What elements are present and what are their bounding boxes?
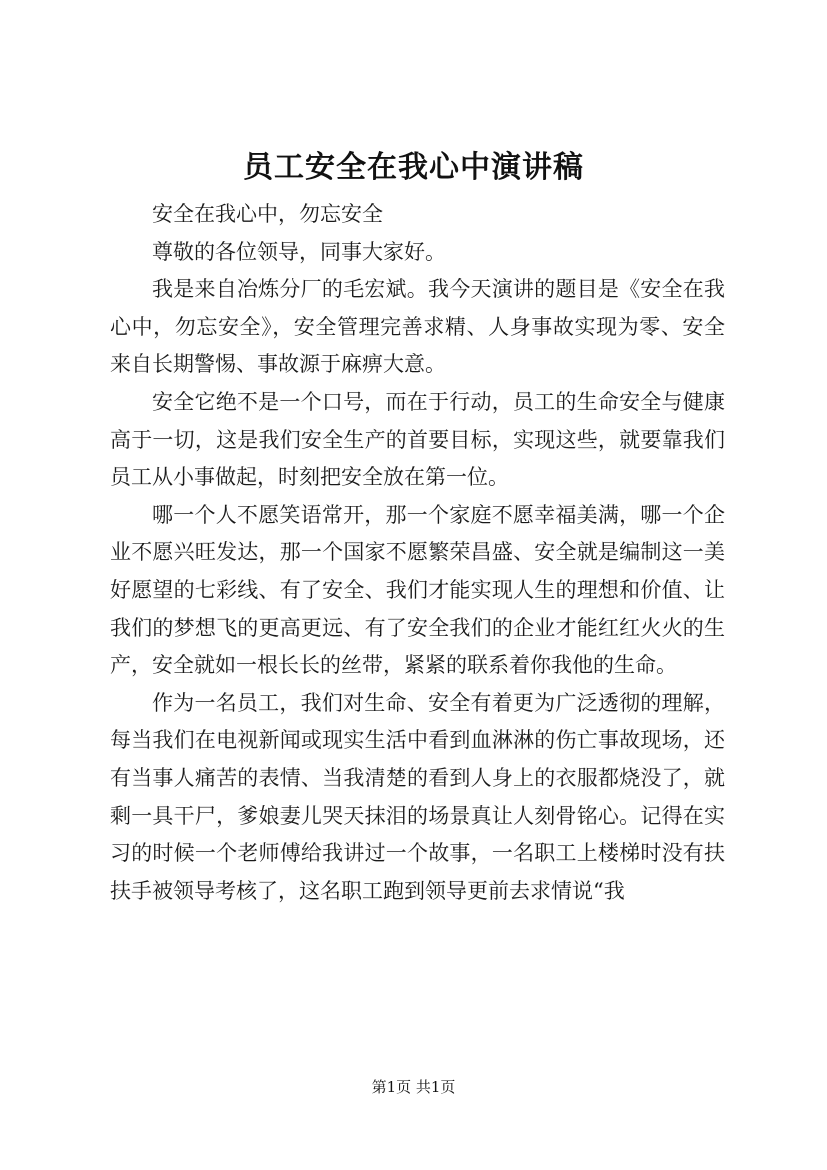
paragraph-subtitle: 安全在我心中，勿忘安全 — [152, 202, 383, 226]
paragraph-introduction: 我是来自冶炼分厂的毛宏斌。我今天演讲的题目是《安全在我心中，勿忘安全》，安全管理完善求精、人身事故实现为零、安全来自长期警惕、事故源于麻痹大意。 — [110, 277, 725, 377]
paragraph-greeting: 尊敬的各位领导，同事大家好。 — [152, 239, 446, 264]
paragraph-safety-action: 安全它绝不是一个口号，而在于行动，员工的生命安全与健康高于一切，这是我们安全生产的首要目标，实现这些，就要靠我们员工从小事做起，时刻把安全放在第一位。 — [110, 389, 725, 490]
document-body — [110, 196, 725, 910]
document-title: 员工安全在我心中演讲稿 — [243, 150, 584, 185]
paragraph-employee-story: 作为一名员工，我们对生命、安全有着更为广泛透彻的理解，每当我们在电视新闻或现实生活中看到血淋淋的伤亡事故现场，还有当事人痛苦的表情、当我清楚的看到人身上的衣服都烧没了，就剩一具干尸，爹娘妻儿哭天抹泪的场景真让人刻骨铭心。记得在实习的时候一个老师傅给我讲过一个故事，一名职工上楼梯时没有扶扶手被领导考核了，这名职工跑到领导更前去求情说“我 — [110, 690, 725, 903]
page-number-footer: 第1页 共1页 — [371, 1078, 456, 1096]
paragraph-wishes: 哪一个人不愿笑语常开，那一个家庭不愿幸福美满，哪一个企业不愿兴旺发达，那一个国家不愿繁荣昌盛、安全就是编制这一美好愿望的七彩线、有了安全、我们才能实现人生的理想和价值、让我们的梦想飞的更高更远、有了安全我们的企业才能红红火火的生产，安全就如一根长长的丝带，紧紧的联系着你我他的生命。 — [110, 502, 725, 678]
